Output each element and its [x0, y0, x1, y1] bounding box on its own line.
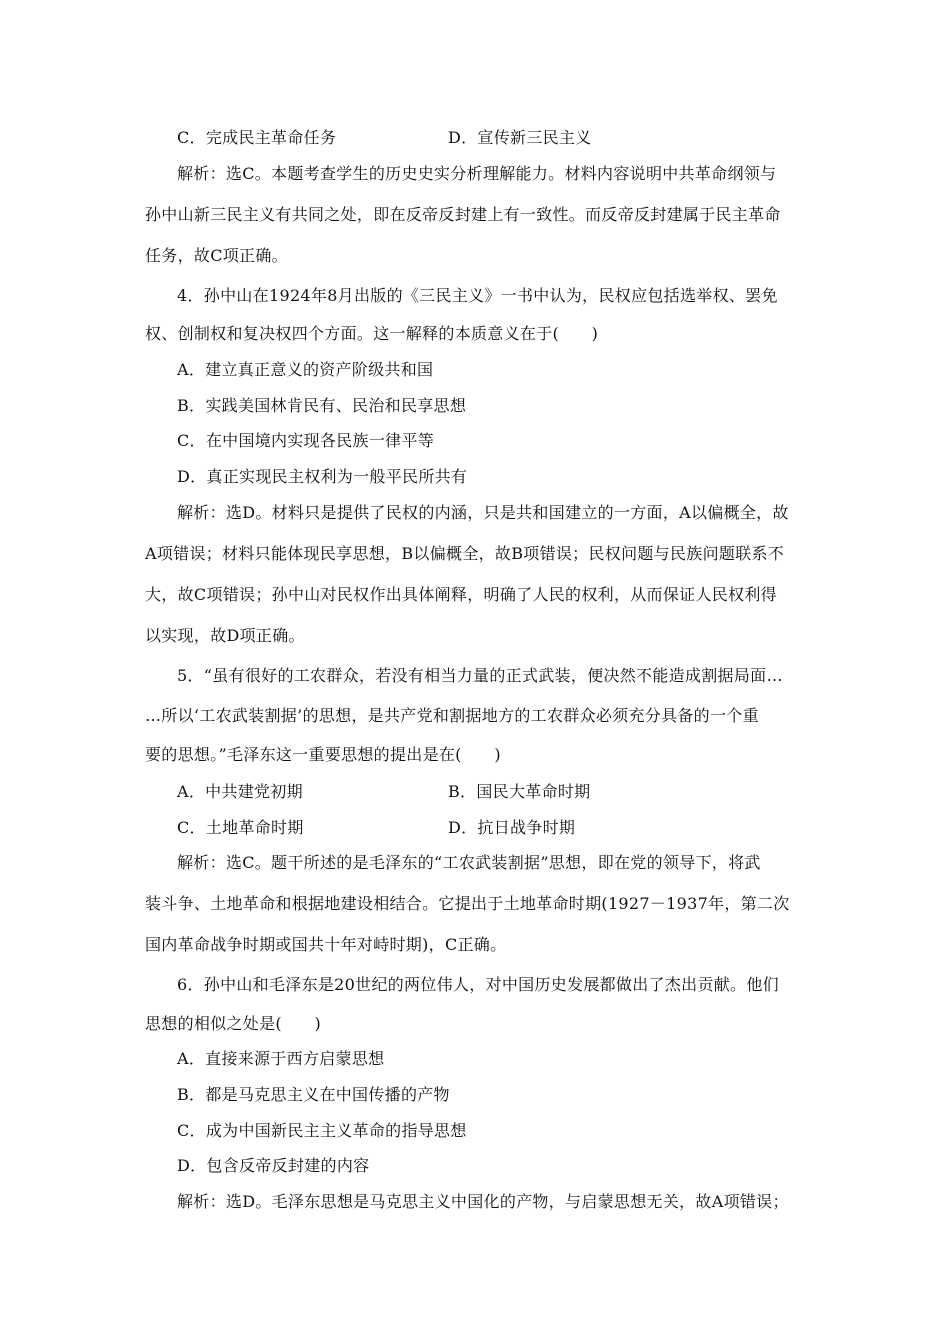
- q3-option-d: D．宣传新三民主义: [448, 128, 592, 147]
- q4-stem-line-2: 权、创制权和复决权四个方面。这一解释的本质意义在于( ): [145, 324, 599, 343]
- q3-analysis-line-3: 任务，故C项正确。: [145, 246, 288, 265]
- q4-analysis-line-3: 大，故C项错误；孙中山对民权作出具体阐释，明确了人民的权利，从而保证人民权利得: [145, 585, 777, 604]
- q4-option-a: A．建立真正意义的资产阶级共和国: [177, 360, 434, 379]
- q6-stem-line-2: 思想的相似之处是( ): [145, 1014, 322, 1033]
- q5-analysis-line-1: 解析：选C。题干所述的是毛泽东的“工农武装割据”思想，即在党的领导下，将武: [177, 853, 761, 872]
- q5-stem-line-3: 要的思想。”毛泽东这一重要思想的提出是在( ): [145, 745, 501, 764]
- q4-analysis-line-1: 解析：选D。材料只是提供了民权的内涵，只是共和国建立的一方面，A以偏概全，故: [177, 503, 789, 522]
- q6-stem-line-1: 6．孙中山和毛泽东是20世纪的两位伟人，对中国历史发展都做出了杰出贡献。他们: [177, 975, 779, 994]
- q4-option-d: D．真正实现民主权利为一般平民所共有: [177, 467, 468, 486]
- q5-analysis-line-2: 装斗争、土地革命和根据地建设相结合。它提出于土地革命时期(1927－1937年，第二次: [145, 894, 790, 913]
- q4-option-b: B．实践美国林肯民有、民治和民享思想: [177, 396, 467, 415]
- q6-option-a: A．直接来源于西方启蒙思想: [177, 1049, 385, 1068]
- q5-option-c: C．土地革命时期: [177, 818, 304, 837]
- q5-analysis-line-3: 国内革命战争时期或国共十年对峙时期)，C正确。: [145, 935, 507, 954]
- q3-option-c: C．完成民主革命任务: [177, 128, 337, 147]
- q3-analysis-line-2: 孙中山新三民主义有共同之处，即在反帝反封建上有一致性。而反帝反封建属于民主革命: [145, 205, 781, 224]
- q6-option-c: C．成为中国新民主主义革命的指导思想: [177, 1121, 467, 1140]
- q5-option-d: D．抗日战争时期: [448, 818, 576, 837]
- q4-option-c: C．在中国境内实现各民族一律平等: [177, 431, 435, 450]
- q5-stem-line-1: 5．“虽有很好的工农群众，若没有相当力量的正式武装，便决然不能造成割据局面…: [177, 666, 783, 685]
- q3-analysis-line-1: 解析：选C。本题考查学生的历史史实分析理解能力。材料内容说明中共革命纲领与: [177, 164, 777, 183]
- q5-option-b: B．国民大革命时期: [448, 782, 591, 801]
- q4-analysis-line-4: 以实现，故D项正确。: [145, 626, 305, 645]
- q4-stem-line-1: 4．孙中山在1924年8月出版的《三民主义》一书中认为，民权应包括选举权、罢免: [177, 286, 778, 305]
- q5-option-a: A．中共建党初期: [177, 782, 303, 801]
- q6-analysis-line-1: 解析：选D。毛泽东思想是马克思主义中国化的产物，与启蒙思想无关，故A项错误；: [177, 1192, 789, 1211]
- q6-option-b: B．都是马克思主义在中国传播的产物: [177, 1085, 450, 1104]
- q6-option-d: D．包含反帝反封建的内容: [177, 1156, 370, 1175]
- q4-analysis-line-2: A项错误；材料只能体现民享思想，B以偏概全，故B项错误；民权问题与民族问题联系不: [145, 544, 785, 563]
- q5-stem-line-2: …所以‘工农武装割据’的思想，是共产党和割据地方的工农群众必须充分具备的一个重: [145, 706, 759, 725]
